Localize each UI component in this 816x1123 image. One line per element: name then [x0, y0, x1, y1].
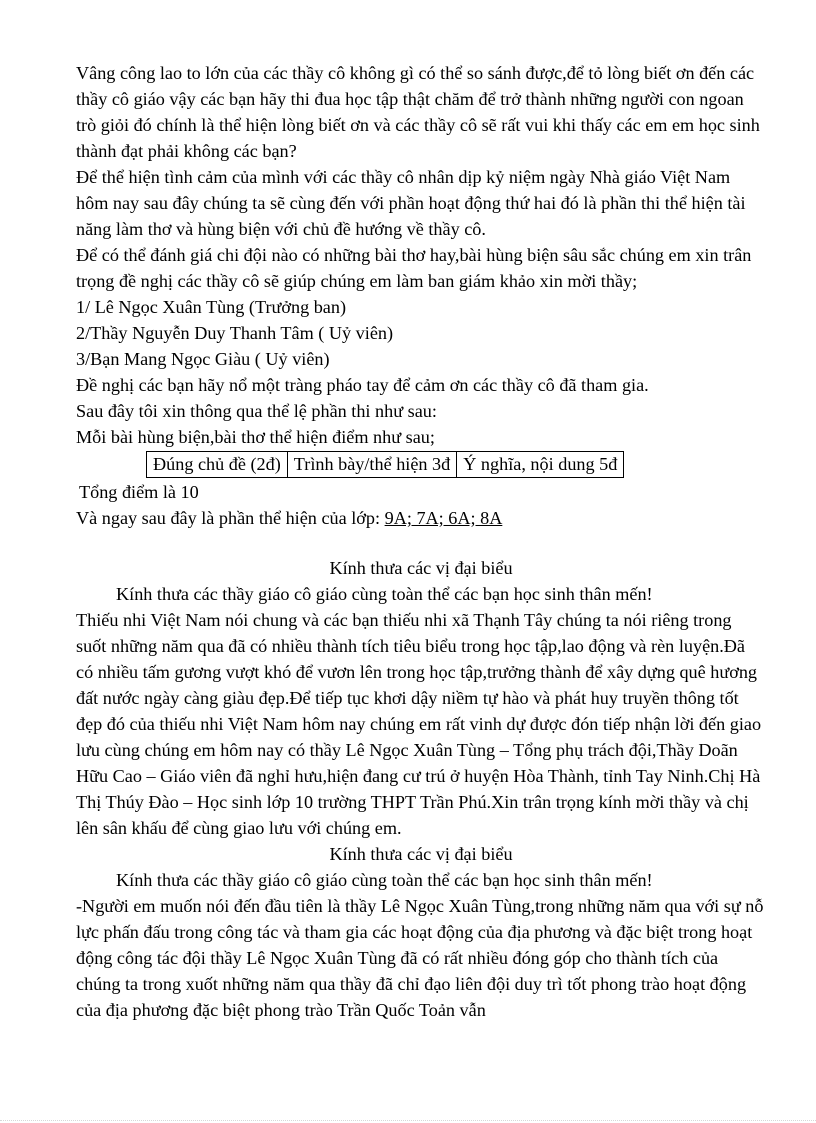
- score-cell-topic: Đúng chủ đề (2đ): [147, 452, 288, 478]
- paragraph-theme: Để thể hiện tình cảm của mình với các thầy cô nhân dịp kỷ niệm ngày Nhà giáo Việt Nam hôm nay sau đây chúng ta sẽ cùng đến với phần hoạt động thứ hai đó là phần thi thể hiện tài năng làm thơ và hùng biện với chủ đề hướng về thầy cô.: [76, 167, 746, 239]
- section1-heading: Kính thưa các vị đại biểu: [329, 558, 513, 578]
- paragraph-scoring: Mỗi bài hùng biện,bài thơ thể hiện điểm như sau;: [76, 427, 435, 447]
- paragraph-applause: Đề nghị các bạn hãy nổ một tràng pháo tay để cảm ơn các thầy cô đã tham gia.: [76, 375, 649, 395]
- total-score: Tổng điểm là 10: [79, 482, 199, 502]
- page-bottom-border: [0, 1120, 816, 1121]
- classes-line: [76, 505, 766, 531]
- section1-greeting: Kính thưa các thầy giáo cô giáo cùng toàn thể các bạn học sinh thân mến!: [116, 584, 653, 604]
- score-table-row: [147, 452, 624, 478]
- judge-3: 3/Bạn Mang Ngọc Giàu ( Uỷ viên): [76, 349, 330, 369]
- section2-heading: Kính thưa các vị đại biểu: [329, 844, 513, 864]
- classes-list: 9A; 7A; 6A; 8A: [384, 508, 503, 528]
- intro-paragraph: Vâng công lao to lớn của các thầy cô không gì có thể so sánh được,để tỏ lòng biết ơn đến các thầy cô giáo vậy các bạn hãy thi đua học tập thật chăm để trở thành những người con ngoan trò giỏi đó chính là thể hiện lòng biết ơn và các thầy cô sẽ rất vui khi thấy các em em học sinh thành đạt phải không các bạn?: [76, 63, 760, 161]
- classes-prefix: Và ngay sau đây là phần thể hiện của lớp:: [76, 508, 385, 528]
- document-page: [76, 60, 766, 1023]
- spacer: [76, 531, 766, 555]
- judge-2: 2/Thầy Nguyễn Duy Thanh Tâm ( Uỷ viên): [76, 323, 394, 343]
- section2-body: -Người em muốn nói đến đầu tiên là thầy Lê Ngọc Xuân Tùng,trong những năm qua với sự nỗ lực phấn đấu trong công tác và tham gia các hoạt động của địa phương và đặc biệt trong hoạt động công tác đội thầy Lê Ngọc Xuân Tùng đã có rất nhiều đóng góp cho thành tích của chúng ta trong xuốt những năm qua thầy đã chỉ đạo liên đội duy trì tốt phong trào hoạt động của địa phương đặc biệt phong trào Trần Quốc Toản vẫn: [76, 896, 764, 1020]
- judge-1: 1/ Lê Ngọc Xuân Tùng (Trưởng ban): [76, 297, 347, 317]
- paragraph-judges-invite: Để có thể đánh giá chi đội nào có những bài thơ hay,bài hùng biện sâu sắc chúng em xin trân trọng đề nghị các thầy cô sẽ giúp chúng em làm ban giám khảo xin mời thầy;: [76, 245, 752, 291]
- section1-body: Thiếu nhi Việt Nam nói chung và các bạn thiếu nhi xã Thạnh Tây chúng ta nói riêng trong suốt những năm qua đã có nhiều thành tích tiêu biểu trong học tập,lao động và rèn luyện.Đã có nhiều tấm gương vượt khó để vươn lên trong học tập,trưởng thành để xây dựng quê hương đất nước ngày càng giàu đẹp.Để tiếp tục khơi dậy niềm tự hào và phát huy truyền thông tốt đẹp đó của thiếu nhi Việt Nam hôm nay chúng em rất vinh dự được đón tiếp nhận lời đến giao lưu cùng chúng em hôm nay có thầy Lê Ngọc Xuân Tùng – Tổng phụ trách đội,Thầy Doãn Hữu Cao – Giáo viên đã nghỉ hưu,hiện đang cư trú ở huyện Hòa Thành, tỉnh Tay Ninh.Chị Hà Thị Thúy Đào – Học sinh lớp 10 trường THPT Trần Phú.Xin trân trọng kính mời thầy và chị lên sân khấu để cùng giao lưu với chúng em.: [76, 610, 762, 838]
- paragraph-rules: Sau đây tôi xin thông qua thể lệ phần thi như sau:: [76, 401, 437, 421]
- section2-greeting: Kính thưa các thầy giáo cô giáo cùng toàn thể các bạn học sinh thân mến!: [116, 870, 653, 890]
- score-cell-presentation: Trình bày/thể hiện 3đ: [287, 452, 456, 478]
- score-table: [146, 451, 624, 478]
- score-cell-content: Ý nghĩa, nội dung 5đ: [457, 452, 624, 478]
